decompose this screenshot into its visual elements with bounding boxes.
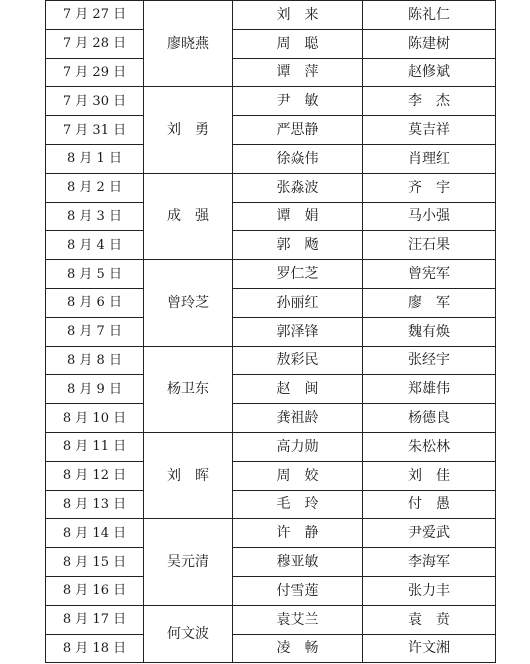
table-row [46, 58, 496, 87]
date-cell: 8 月 17 日 [46, 605, 144, 634]
date-cell: 7 月 30 日 [46, 87, 144, 116]
table-row [46, 490, 496, 519]
table-row [46, 461, 496, 490]
leader-cell: 曾玲芝 [144, 260, 233, 346]
date-cell: 8 月 4 日 [46, 231, 144, 260]
table-row [46, 634, 496, 663]
staff-primary-cell: 郭泽锋 [233, 317, 363, 346]
staff-secondary-cell: 杨德良 [363, 404, 496, 433]
staff-primary-cell: 周 姣 [233, 461, 363, 490]
table-row [46, 346, 496, 375]
date-cell: 8 月 5 日 [46, 260, 144, 289]
date-cell: 8 月 18 日 [46, 634, 144, 663]
table-row [46, 1, 496, 30]
staff-secondary-cell: 赵修斌 [363, 58, 496, 87]
leader-cell: 何文波 [144, 605, 233, 663]
duty-schedule-body [46, 1, 496, 663]
staff-primary-cell: 凌 畅 [233, 634, 363, 663]
staff-primary-cell: 严思静 [233, 116, 363, 145]
table-row [46, 404, 496, 433]
staff-secondary-cell: 汪石果 [363, 231, 496, 260]
staff-primary-cell: 谭 娟 [233, 202, 363, 231]
table-row [46, 29, 496, 58]
date-cell: 8 月 13 日 [46, 490, 144, 519]
staff-primary-cell: 龚祖龄 [233, 404, 363, 433]
table-row [46, 317, 496, 346]
table-row [46, 202, 496, 231]
table-row [46, 231, 496, 260]
staff-primary-cell: 刘 来 [233, 1, 363, 30]
staff-primary-cell: 周 聪 [233, 29, 363, 58]
leader-cell: 杨卫东 [144, 346, 233, 432]
table-row [46, 144, 496, 173]
date-cell: 8 月 2 日 [46, 173, 144, 202]
table-row [46, 173, 496, 202]
date-cell: 8 月 15 日 [46, 548, 144, 577]
staff-secondary-cell: 刘 佳 [363, 461, 496, 490]
date-cell: 8 月 1 日 [46, 144, 144, 173]
date-cell: 8 月 7 日 [46, 317, 144, 346]
staff-secondary-cell: 袁 贲 [363, 605, 496, 634]
staff-primary-cell: 谭 萍 [233, 58, 363, 87]
staff-primary-cell: 孙丽红 [233, 288, 363, 317]
staff-primary-cell: 付雪莲 [233, 576, 363, 605]
staff-secondary-cell: 廖 军 [363, 288, 496, 317]
staff-secondary-cell: 陈建树 [363, 29, 496, 58]
leader-cell: 刘 晖 [144, 432, 233, 518]
table-row [46, 519, 496, 548]
staff-primary-cell: 张淼波 [233, 173, 363, 202]
staff-secondary-cell: 肖理红 [363, 144, 496, 173]
staff-primary-cell: 赵 闽 [233, 375, 363, 404]
staff-primary-cell: 敖彩民 [233, 346, 363, 375]
table-row [46, 87, 496, 116]
staff-primary-cell: 徐焱伟 [233, 144, 363, 173]
date-cell: 8 月 16 日 [46, 576, 144, 605]
date-cell: 8 月 3 日 [46, 202, 144, 231]
table-row [46, 548, 496, 577]
date-cell: 8 月 6 日 [46, 288, 144, 317]
staff-primary-cell: 毛 玲 [233, 490, 363, 519]
staff-secondary-cell: 许文湘 [363, 634, 496, 663]
staff-secondary-cell: 尹爱武 [363, 519, 496, 548]
date-cell: 8 月 9 日 [46, 375, 144, 404]
table-row [46, 375, 496, 404]
leader-cell: 刘 勇 [144, 87, 233, 173]
staff-secondary-cell: 付 愚 [363, 490, 496, 519]
staff-secondary-cell: 莫吉祥 [363, 116, 496, 145]
staff-secondary-cell: 魏有焕 [363, 317, 496, 346]
leader-cell: 吴元清 [144, 519, 233, 605]
staff-secondary-cell: 郑雄伟 [363, 375, 496, 404]
staff-secondary-cell: 马小强 [363, 202, 496, 231]
table-row [46, 432, 496, 461]
staff-primary-cell: 穆亚敏 [233, 548, 363, 577]
staff-primary-cell: 高力勋 [233, 432, 363, 461]
date-cell: 7 月 29 日 [46, 58, 144, 87]
staff-secondary-cell: 齐 宇 [363, 173, 496, 202]
staff-primary-cell: 许 静 [233, 519, 363, 548]
table-row [46, 576, 496, 605]
staff-secondary-cell: 李海军 [363, 548, 496, 577]
duty-schedule-table [45, 0, 496, 663]
date-cell: 8 月 8 日 [46, 346, 144, 375]
date-cell: 7 月 27 日 [46, 1, 144, 30]
date-cell: 8 月 14 日 [46, 519, 144, 548]
staff-secondary-cell: 朱松林 [363, 432, 496, 461]
staff-primary-cell: 袁艾兰 [233, 605, 363, 634]
table-row [46, 288, 496, 317]
table-row [46, 260, 496, 289]
staff-secondary-cell: 曾宪军 [363, 260, 496, 289]
date-cell: 8 月 11 日 [46, 432, 144, 461]
table-row [46, 116, 496, 145]
leader-cell: 成 强 [144, 173, 233, 259]
staff-primary-cell: 罗仁芝 [233, 260, 363, 289]
date-cell: 7 月 28 日 [46, 29, 144, 58]
staff-primary-cell: 郭 飏 [233, 231, 363, 260]
date-cell: 8 月 12 日 [46, 461, 144, 490]
staff-secondary-cell: 陈礼仁 [363, 1, 496, 30]
staff-secondary-cell: 张力丰 [363, 576, 496, 605]
staff-primary-cell: 尹 敏 [233, 87, 363, 116]
staff-secondary-cell: 李 杰 [363, 87, 496, 116]
leader-cell: 廖晓燕 [144, 1, 233, 87]
date-cell: 8 月 10 日 [46, 404, 144, 433]
staff-secondary-cell: 张经宇 [363, 346, 496, 375]
table-row [46, 605, 496, 634]
date-cell: 7 月 31 日 [46, 116, 144, 145]
